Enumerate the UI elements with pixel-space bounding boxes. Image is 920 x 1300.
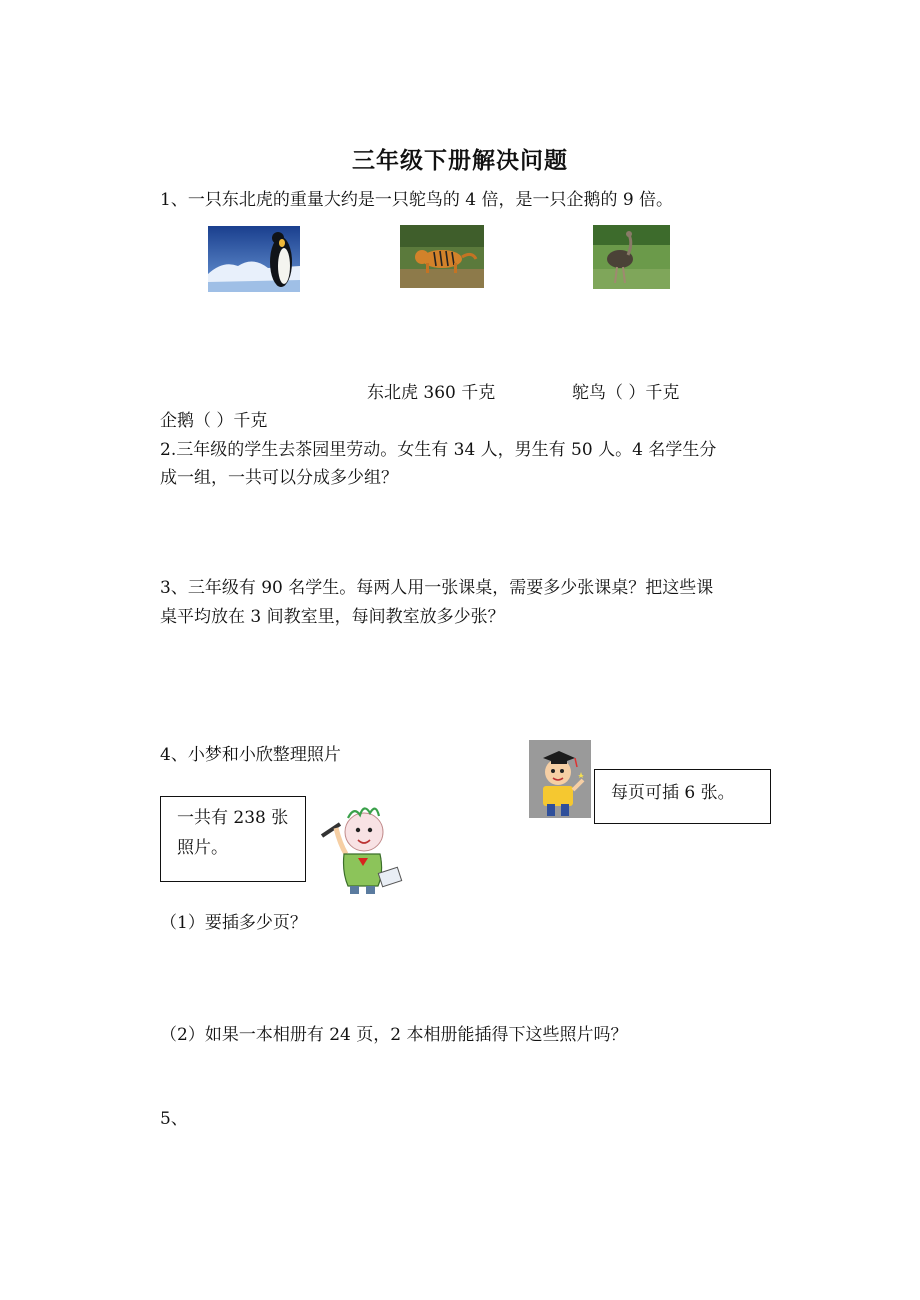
penguin-weight-label: 企鹅（ ）千克 xyxy=(160,411,268,431)
photos-per-page-text: 每页可插 6 张。 xyxy=(611,783,735,803)
question-3-line-2: 桌平均放在 3 间教室里，每间教室放多少张？ xyxy=(160,607,505,627)
question-4-sub-1: （1）要插多少页？ xyxy=(160,913,307,933)
ostrich-photo xyxy=(593,225,670,289)
question-1-text: 1、一只东北虎的重量大约是一只鸵鸟的 4 倍，是一只企鹅的 9 倍。 xyxy=(160,190,674,210)
tiger-weight-label: 东北虎 360 千克 xyxy=(367,383,496,403)
tiger-photo xyxy=(400,225,484,288)
penguin-photo xyxy=(208,226,300,292)
total-photos-box xyxy=(160,796,306,882)
ostrich-weight-label: 鸵鸟（ ）千克 xyxy=(572,383,680,403)
student-cartoon xyxy=(318,802,408,898)
question-2-line-2: 成一组，一共可以分成多少组？ xyxy=(160,468,398,488)
question-5-text: 5、 xyxy=(160,1109,188,1129)
question-2-line-1: 2.三年级的学生去茶园里劳动。女生有 34 人，男生有 50 人。4 名学生分 xyxy=(160,440,717,460)
page-title: 三年级下册解决问题 xyxy=(352,148,568,174)
total-photos-line-1: 一共有 238 张 xyxy=(177,808,289,828)
photos-per-page-box xyxy=(594,769,771,824)
total-photos-line-2: 照片。 xyxy=(177,838,228,858)
question-4-text: 4、小梦和小欣整理照片 xyxy=(160,745,341,765)
graduate-cartoon xyxy=(529,740,591,818)
question-4-sub-2: （2）如果一本相册有 24 页，2 本相册能插得下这些照片吗？ xyxy=(160,1025,628,1045)
question-3-line-1: 3、三年级有 90 名学生。每两人用一张课桌，需要多少张课桌？把这些课 xyxy=(160,578,714,598)
